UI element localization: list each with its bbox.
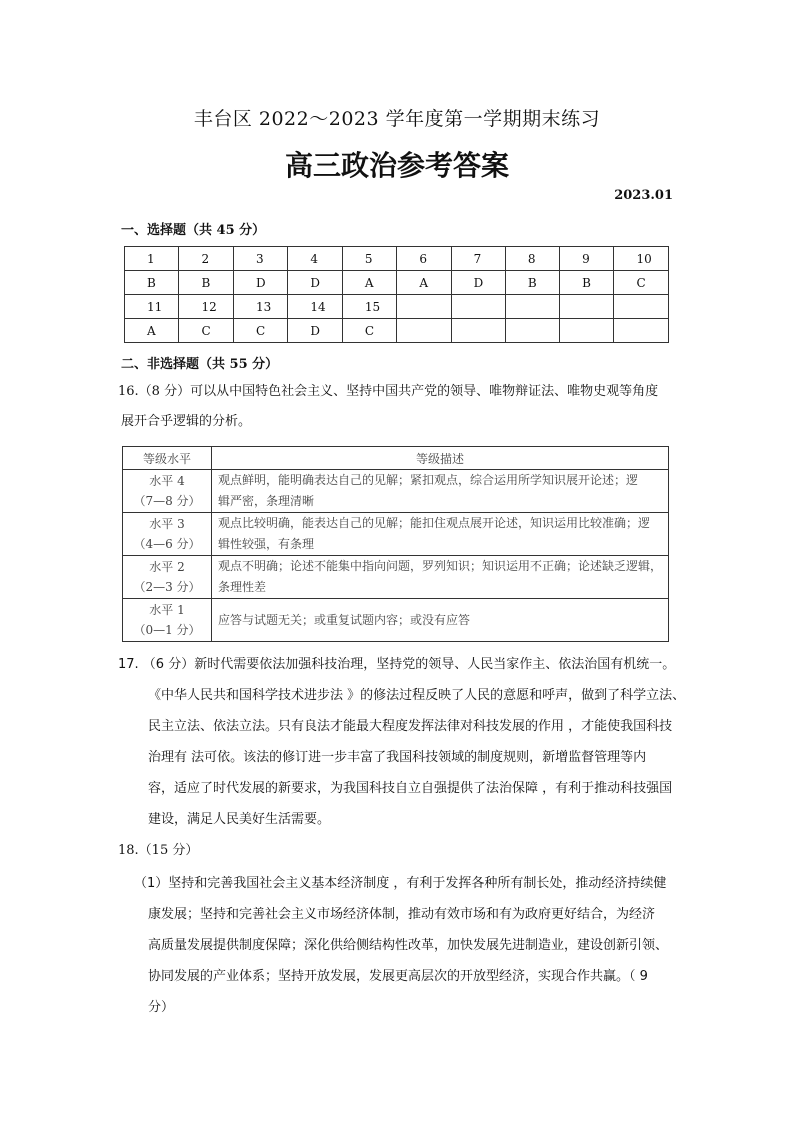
grading-desc-cont: 辑性较强，有条理 [218, 537, 315, 551]
q16-line1: 16.（8 分）可以从中国特色社会主义、坚持中国共产党的领导、唯物辩证法、唯物史观等角度 [118, 384, 659, 399]
question-number-cell: 1 [125, 247, 179, 271]
question-number-cell [397, 295, 451, 319]
grading-row [123, 556, 669, 599]
question-number-cell: 15 [342, 295, 396, 319]
answer-cell: A [125, 319, 179, 343]
grading-desc: 观点不明确；论述不能集中指向问题，罗列知识；知识运用不正确；论述缺乏逻辑， [218, 559, 663, 573]
question-number-cell: 12 [179, 295, 233, 319]
grading-level: 水平 4 [149, 474, 185, 488]
question-number-cell: 2 [179, 247, 233, 271]
question-number-cell: 9 [560, 247, 614, 271]
q18-line5: 分） [148, 1000, 175, 1015]
answer-cell [560, 319, 614, 343]
grading-score: （4—6 分） [133, 537, 201, 551]
q18-heading: 18.（15 分） [118, 843, 199, 858]
answer-cell: C [614, 271, 669, 295]
grading-row [123, 513, 669, 556]
grading-desc: 应答与试题无关；或重复试题内容；或没有应答 [218, 612, 471, 627]
answer-cell: B [179, 271, 233, 295]
answer-cell: B [560, 271, 614, 295]
question-number-cell: 13 [233, 295, 287, 319]
answer-cell: D [288, 271, 342, 295]
grading-row [123, 599, 669, 642]
grading-desc-cont: 条理性差 [218, 580, 267, 594]
grading-table [122, 446, 669, 642]
question-number-cell: 5 [342, 247, 396, 271]
q17-line3: 民主立法、依法立法。只有良法才能最大程度发挥法律对科技发展的作用 ，才能使我国科技 [148, 719, 673, 734]
answer-cell: D [233, 271, 287, 295]
q16-line2: 展开合乎逻辑的分析。 [121, 414, 252, 429]
grading-score: （7—8 分） [133, 494, 201, 508]
answer-cell: C [179, 319, 233, 343]
answer-table-row [125, 295, 669, 319]
grading-col-level: 等级水平 [123, 447, 212, 470]
question-number-cell: 3 [233, 247, 287, 271]
q17-line1: 17. （6 分）新时代需要依法加强科技治理，坚持党的领导、人民当家作主、依法治国有机统一。 [118, 657, 676, 672]
question-number-cell [451, 295, 505, 319]
section2-heading: 二、非选择题（共 55 分） [121, 357, 279, 372]
q18-line4: 协同发展的产业体系；坚持开放发展，发展更高层次的开放型经济，实现合作共赢。（ 9 [148, 969, 648, 984]
grading-col-desc: 等级描述 [212, 447, 669, 470]
q17-line2: 《中华人民共和国科学技术进步法 》的修法过程反映了人民的意愿和呼声，做到了科学立法、 [148, 688, 686, 703]
answer-cell: C [233, 319, 287, 343]
answer-cell [505, 319, 559, 343]
answer-cell: C [342, 319, 396, 343]
question-number-cell: 6 [397, 247, 451, 271]
question-number-cell [505, 295, 559, 319]
answer-table [124, 246, 669, 343]
grading-table-header [123, 447, 669, 470]
answer-cell: D [451, 271, 505, 295]
answer-table-row [125, 247, 669, 271]
q18-line3: 高质量发展提供制度保障；深化供给侧结构性改革，加快发展先进制造业，建设创新引领、 [148, 938, 669, 953]
document-title: 高三政治参考答案 [284, 149, 509, 182]
q18-line1: （1）坚持和完善我国社会主义基本经济制度 ，有利于发挥各种所有制长处，推动经济持续健 [134, 876, 667, 891]
answer-table-row [125, 271, 669, 295]
grading-level: 水平 3 [149, 517, 185, 531]
grading-score: （2—3 分） [133, 580, 201, 594]
answer-cell [451, 319, 505, 343]
answer-table-row [125, 319, 669, 343]
grading-desc-cont: 辑严密，条理清晰 [218, 494, 315, 508]
question-number-cell: 14 [288, 295, 342, 319]
q18-line2: 康发展；坚持和完善社会主义市场经济体制，推动有效市场和有为政府更好结合，为经济 [148, 907, 656, 922]
section1-heading: 一、选择题（共 45 分） [121, 223, 266, 238]
grading-level: 水平 2 [149, 560, 185, 574]
answer-cell: D [288, 319, 342, 343]
question-number-cell: 4 [288, 247, 342, 271]
question-number-cell: 11 [125, 295, 179, 319]
grading-desc: 观点鲜明，能明确表达自己的见解；紧扣观点，综合运用所学知识展开论述；逻 [218, 473, 639, 487]
answer-cell: A [397, 271, 451, 295]
answer-cell: A [342, 271, 396, 295]
document-subtitle: 丰台区 2022～2023 学年度第一学期期末练习 [193, 108, 601, 130]
grading-desc: 观点比较明确，能表达自己的见解；能扣住观点展开论述，知识运用比较准确；逻 [218, 516, 651, 530]
q17-line4: 治理有 法可依。该法的修订进一步丰富了我国科技领域的制度规则，新增监督管理等内 [148, 750, 647, 765]
grading-row [123, 470, 669, 513]
q17-line6: 建设，满足人民美好生活需要。 [148, 812, 331, 827]
answer-cell: B [505, 271, 559, 295]
grading-level: 水平 1 [149, 603, 185, 617]
answer-cell [614, 319, 669, 343]
grading-score: （0—1 分） [133, 623, 201, 637]
question-number-cell: 10 [614, 247, 669, 271]
question-number-cell [560, 295, 614, 319]
answer-cell: B [125, 271, 179, 295]
answer-cell [397, 319, 451, 343]
document-date: 2023.01 [614, 188, 673, 203]
q17-line5: 容，适应了时代发展的新要求，为我国科技自立自强提供了法治保障 ，有利于推动科技强国 [148, 781, 673, 796]
question-number-cell: 7 [451, 247, 505, 271]
question-number-cell: 8 [505, 247, 559, 271]
question-number-cell [614, 295, 669, 319]
